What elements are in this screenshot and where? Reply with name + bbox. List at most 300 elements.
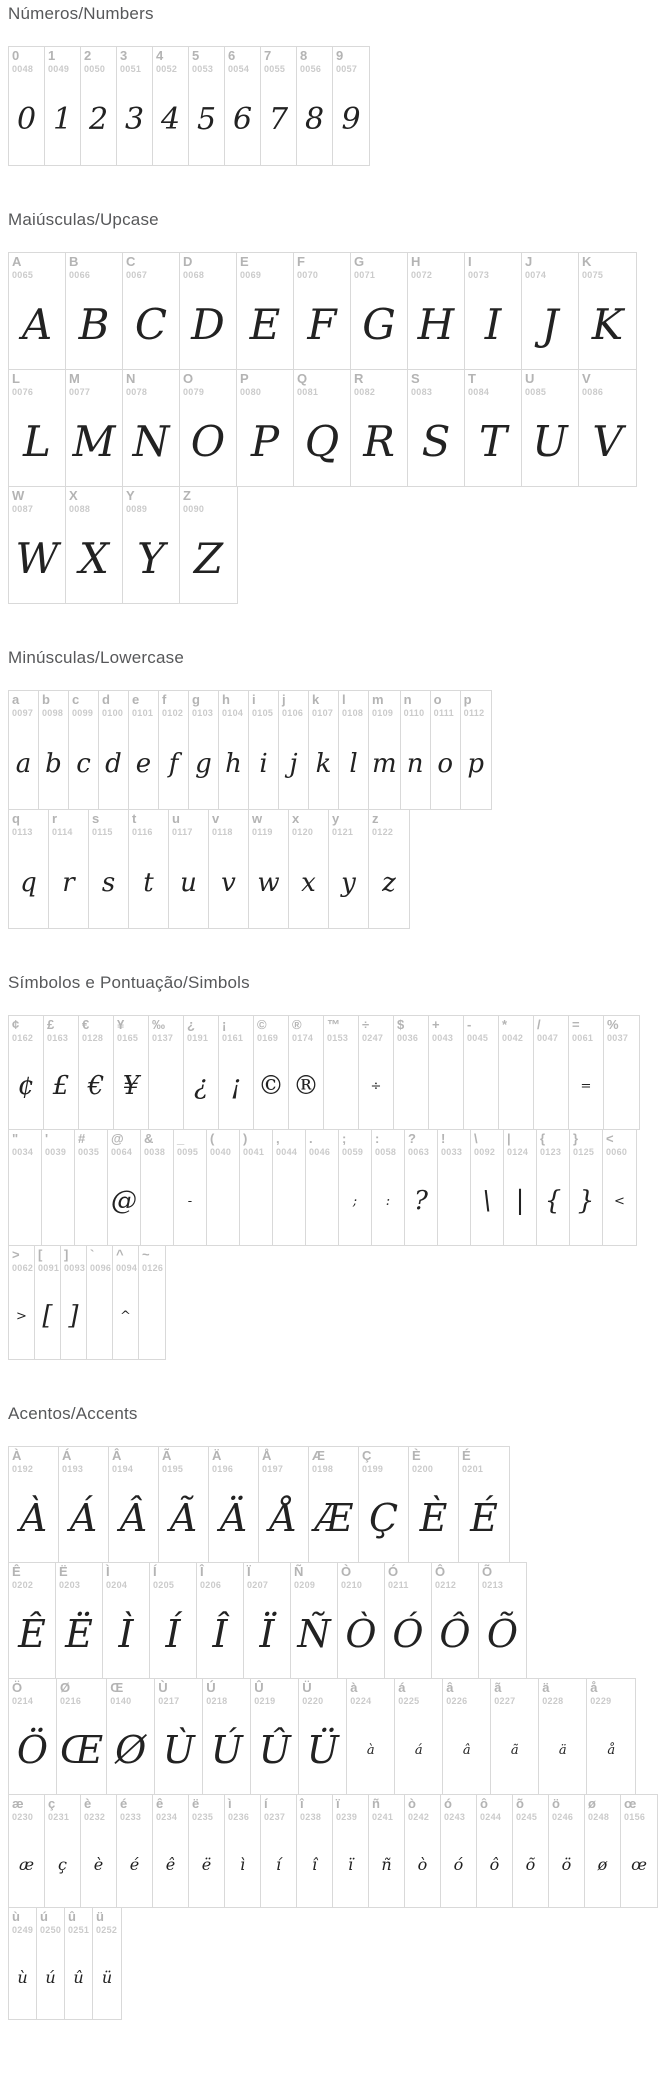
cell-header — [587, 1679, 635, 1706]
cell-character-label: 6 — [228, 48, 236, 63]
cell-character-label: è — [84, 1796, 92, 1811]
glyph-cell — [459, 1447, 509, 1562]
glyph-cell — [279, 691, 309, 809]
cell-unicode-code: 0242 — [408, 1811, 430, 1822]
cell-unicode-code: 0196 — [212, 1463, 234, 1474]
cell-character-label: W — [12, 488, 25, 503]
cell-unicode-code: 0191 — [187, 1032, 209, 1043]
cell-unicode-code: 0251 — [68, 1924, 90, 1935]
cell-character-label: â — [446, 1680, 454, 1695]
cell-header — [279, 691, 308, 718]
glyph-preview: s — [101, 867, 116, 898]
charmap-row — [8, 1446, 510, 1563]
cell-character-label: Ø — [60, 1680, 71, 1695]
glyph-preview: 5 — [196, 102, 217, 138]
glyph-cell — [537, 1130, 570, 1245]
glyph-cell — [45, 1795, 81, 1907]
section-rows — [8, 1015, 653, 1360]
cell-header — [441, 1795, 476, 1822]
glyph-preview: ¥ — [122, 1071, 140, 1102]
cell-character-label: ) — [243, 1131, 248, 1146]
glyph-cell — [9, 1246, 35, 1359]
cell-character-label: = — [572, 1017, 580, 1032]
cell-character-label: # — [78, 1131, 86, 1146]
glyph-cell — [338, 1563, 385, 1678]
cell-header — [491, 1679, 538, 1706]
cell-header — [59, 1447, 108, 1474]
glyph-preview: q — [20, 867, 37, 898]
cell-unicode-code: 0123 — [540, 1146, 562, 1157]
glyph-cell — [87, 1246, 113, 1359]
glyph-preview: ÷ — [370, 1078, 382, 1094]
cell-header — [9, 810, 48, 837]
glyph-preview: P — [250, 417, 280, 467]
cell-character-label: ( — [210, 1131, 215, 1146]
glyph-cell — [405, 1130, 438, 1245]
cell-header — [225, 47, 260, 74]
cell-header — [108, 1130, 140, 1157]
cell-character-label: r — [52, 811, 58, 826]
glyph-preview: @ — [111, 1186, 137, 1217]
cell-unicode-code: 0082 — [354, 386, 376, 397]
cell-character-label: j — [282, 692, 286, 707]
glyph-preview: G — [362, 300, 396, 350]
cell-unicode-code: 0083 — [411, 386, 433, 397]
cell-unicode-code: 0162 — [12, 1032, 34, 1043]
cell-unicode-code: 0174 — [292, 1032, 314, 1043]
glyph-cell — [123, 487, 180, 603]
cell-header — [189, 1795, 224, 1822]
glyph-preview: X — [79, 534, 109, 584]
glyph-cell — [297, 1795, 333, 1907]
glyph-preview: Ó — [392, 1612, 424, 1657]
cell-character-label: P — [240, 371, 249, 386]
glyph-cell — [261, 47, 297, 165]
glyph-cell — [369, 691, 401, 809]
cell-character-label: Ê — [12, 1564, 21, 1579]
cell-character-label: € — [82, 1017, 90, 1032]
glyph-cell — [251, 1679, 299, 1794]
glyph-preview: z — [382, 867, 396, 898]
cell-unicode-code: 0214 — [12, 1695, 34, 1706]
glyph-preview — [429, 1043, 463, 1129]
glyph-cell — [587, 1679, 635, 1794]
glyph-preview: Ë — [65, 1612, 93, 1657]
cell-unicode-code: 0099 — [72, 707, 94, 718]
cell-character-label: > — [12, 1247, 20, 1262]
glyph-cell — [141, 1130, 174, 1245]
glyph-preview: E — [249, 300, 281, 350]
cell-unicode-code: 0049 — [48, 63, 70, 74]
cell-unicode-code: 0165 — [117, 1032, 139, 1043]
glyph-preview: e — [135, 748, 152, 779]
cell-unicode-code: 0053 — [192, 63, 214, 74]
cell-header — [549, 1795, 584, 1822]
cell-header — [45, 1795, 80, 1822]
cell-header — [155, 1679, 202, 1706]
section-title-numbers: Números/Numbers — [8, 4, 154, 23]
glyph-preview: È — [419, 1496, 448, 1541]
glyph-preview: > — [16, 1308, 27, 1324]
cell-header — [197, 1563, 243, 1590]
cell-character-label: Î — [200, 1564, 204, 1579]
cell-character-label: ÷ — [362, 1017, 370, 1032]
glyph-cell — [9, 1795, 45, 1907]
cell-header — [395, 1679, 442, 1706]
cell-unicode-code: 0225 — [398, 1695, 420, 1706]
glyph-preview: u — [180, 867, 197, 898]
glyph-preview: w — [257, 867, 280, 898]
glyph-preview: y — [341, 867, 356, 898]
cell-header — [39, 691, 68, 718]
cell-character-label: O — [183, 371, 194, 386]
section-title-symbols: Símbolos e Pontuação/Simbols — [8, 973, 250, 992]
cell-header — [237, 253, 293, 280]
glyph-cell — [197, 1563, 244, 1678]
cell-header — [9, 1016, 43, 1043]
glyph-preview: © — [258, 1071, 284, 1102]
cell-header — [113, 1246, 138, 1273]
glyph-cell — [109, 1447, 159, 1562]
cell-unicode-code: 0068 — [183, 269, 205, 280]
cell-character-label: û — [68, 1909, 76, 1924]
glyph-cell — [225, 47, 261, 165]
cell-character-label: < — [606, 1131, 614, 1146]
glyph-preview: â — [462, 1742, 471, 1758]
glyph-preview: Á — [69, 1496, 98, 1541]
glyph-preview — [306, 1157, 338, 1245]
glyph-cell — [359, 1447, 409, 1562]
cell-character-label: d — [102, 692, 110, 707]
cell-unicode-code: 0233 — [120, 1811, 142, 1822]
cell-unicode-code: 0050 — [84, 63, 106, 74]
cell-unicode-code: 0234 — [156, 1811, 178, 1822]
charmap-row — [8, 1907, 122, 2020]
cell-character-label: [ — [38, 1247, 43, 1262]
glyph-cell — [66, 487, 123, 603]
cell-unicode-code: 0121 — [332, 826, 354, 837]
cell-unicode-code: 0199 — [362, 1463, 384, 1474]
cell-unicode-code: 0163 — [47, 1032, 69, 1043]
glyph-cell — [504, 1130, 537, 1245]
glyph-preview: x — [301, 867, 316, 898]
cell-unicode-code: 0247 — [362, 1032, 384, 1043]
cell-unicode-code: 0212 — [435, 1579, 457, 1590]
cell-character-label: I — [468, 254, 472, 269]
cell-unicode-code: 0104 — [222, 707, 244, 718]
cell-character-label: ¿ — [187, 1017, 195, 1032]
glyph-cell — [129, 810, 169, 928]
glyph-preview: i — [259, 748, 268, 779]
cell-unicode-code: 0237 — [264, 1811, 286, 1822]
cell-character-label: / — [537, 1017, 541, 1032]
cell-character-label: R — [354, 371, 364, 386]
cell-unicode-code: 0085 — [525, 386, 547, 397]
glyph-cell — [9, 1563, 56, 1678]
glyph-preview — [240, 1157, 272, 1245]
cell-character-label: _ — [177, 1131, 185, 1146]
glyph-preview: r — [62, 867, 75, 898]
glyph-cell — [261, 1795, 297, 1907]
glyph-preview: Ï — [259, 1612, 275, 1657]
cell-unicode-code: 0073 — [468, 269, 490, 280]
cell-header — [45, 47, 80, 74]
cell-character-label: z — [372, 811, 379, 826]
glyph-preview — [75, 1157, 107, 1245]
cell-unicode-code: 0239 — [336, 1811, 358, 1822]
glyph-cell — [56, 1563, 103, 1678]
glyph-cell — [464, 1016, 499, 1129]
cell-character-label: Ì — [106, 1564, 110, 1579]
cell-header — [149, 1016, 183, 1043]
cell-unicode-code: 0246 — [552, 1811, 574, 1822]
glyph-preview: L — [23, 417, 51, 467]
cell-character-label: : — [375, 1131, 380, 1146]
cell-header — [153, 47, 188, 74]
cell-character-label: ô — [480, 1796, 488, 1811]
cell-header — [465, 253, 521, 280]
cell-header — [44, 1016, 78, 1043]
glyph-cell — [385, 1563, 432, 1678]
glyph-preview: à — [366, 1742, 375, 1758]
glyph-cell — [219, 1016, 254, 1129]
cell-header — [369, 691, 400, 718]
cell-header — [66, 253, 122, 280]
glyph-preview: 3 — [124, 102, 145, 138]
cell-character-label: L — [12, 371, 20, 386]
cell-unicode-code: 0048 — [12, 63, 34, 74]
cell-unicode-code: 0033 — [441, 1146, 463, 1157]
cell-header — [9, 1679, 56, 1706]
cell-character-label: a — [12, 692, 20, 707]
cell-header — [465, 370, 521, 397]
cell-unicode-code: 0040 — [210, 1146, 232, 1157]
glyph-preview: A — [21, 300, 53, 350]
glyph-cell — [309, 691, 339, 809]
cell-unicode-code: 0108 — [342, 707, 364, 718]
glyph-cell — [604, 1016, 639, 1129]
glyph-preview: j — [289, 748, 298, 779]
cell-unicode-code: 0106 — [282, 707, 304, 718]
cell-character-label: î — [300, 1796, 304, 1811]
cell-header — [184, 1016, 218, 1043]
cell-character-label: ú — [40, 1909, 48, 1924]
cell-unicode-code: 0218 — [206, 1695, 228, 1706]
glyph-cell — [347, 1679, 395, 1794]
cell-character-label: é — [120, 1796, 128, 1811]
glyph-preview: ç — [58, 1855, 67, 1875]
cell-header — [69, 691, 98, 718]
cell-character-label: x — [292, 811, 300, 826]
glyph-cell — [103, 1563, 150, 1678]
cell-character-label: B — [69, 254, 79, 269]
glyph-cell — [219, 691, 249, 809]
cell-unicode-code: 0039 — [45, 1146, 67, 1157]
cell-character-label: c — [72, 692, 80, 707]
glyph-preview: Â — [119, 1496, 148, 1541]
glyph-preview: ® — [293, 1071, 319, 1102]
cell-character-label: £ — [47, 1017, 55, 1032]
glyph-preview: 9 — [341, 102, 361, 138]
cell-header — [61, 1246, 86, 1273]
cell-character-label: ] — [64, 1247, 69, 1262]
glyph-preview: J — [541, 300, 559, 350]
glyph-cell — [9, 1016, 44, 1129]
cell-unicode-code: 0220 — [302, 1695, 324, 1706]
cell-character-label: 0 — [12, 48, 20, 63]
glyph-preview: Ä — [219, 1496, 248, 1541]
cell-header — [37, 1908, 64, 1935]
cell-unicode-code: 0249 — [12, 1924, 34, 1935]
cell-unicode-code: 0244 — [480, 1811, 502, 1822]
cell-character-label: | — [507, 1131, 511, 1146]
glyph-preview: Z — [193, 534, 224, 584]
cell-header — [219, 1016, 253, 1043]
cell-unicode-code: 0230 — [12, 1811, 34, 1822]
glyph-preview: = — [580, 1078, 592, 1094]
cell-unicode-code: 0195 — [162, 1463, 184, 1474]
cell-header — [261, 1795, 296, 1822]
glyph-cell — [405, 1795, 441, 1907]
glyph-preview: O — [190, 417, 226, 467]
cell-header — [461, 691, 491, 718]
glyph-cell — [9, 47, 45, 165]
cell-unicode-code: 0119 — [252, 826, 273, 837]
cell-header — [180, 370, 236, 397]
glyph-preview — [534, 1043, 568, 1129]
cell-header — [150, 1563, 196, 1590]
glyph-cell — [408, 253, 465, 369]
cell-character-label: 3 — [120, 48, 128, 63]
charmap-row — [8, 1794, 658, 1908]
cell-header — [203, 1679, 250, 1706]
glyph-cell — [123, 370, 180, 486]
glyph-cell — [37, 1908, 65, 2019]
cell-header — [306, 1130, 338, 1157]
glyph-preview — [9, 1157, 41, 1245]
cell-header — [153, 1795, 188, 1822]
cell-unicode-code: 0071 — [354, 269, 376, 280]
glyph-preview: ö — [561, 1855, 572, 1875]
cell-unicode-code: 0201 — [462, 1463, 484, 1474]
cell-header — [9, 1908, 36, 1935]
glyph-preview: Ü — [306, 1728, 339, 1773]
cell-character-label: ó — [444, 1796, 452, 1811]
cell-header — [621, 1795, 657, 1822]
cell-character-label: ® — [292, 1017, 302, 1032]
glyph-preview: T — [478, 417, 507, 467]
glyph-preview: À — [19, 1496, 48, 1541]
cell-header — [123, 253, 179, 280]
glyph-cell — [75, 1130, 108, 1245]
cell-character-label: ü — [96, 1909, 104, 1924]
cell-unicode-code: 0081 — [297, 386, 319, 397]
cell-header — [139, 1246, 165, 1273]
glyph-cell — [189, 691, 219, 809]
cell-character-label: C — [126, 254, 136, 269]
glyph-cell — [9, 1130, 42, 1245]
glyph-preview — [273, 1157, 305, 1245]
charmap-row — [8, 486, 238, 604]
section-rows — [8, 252, 653, 604]
cell-unicode-code: 0232 — [84, 1811, 106, 1822]
cell-unicode-code: 0245 — [516, 1811, 538, 1822]
cell-header — [240, 1130, 272, 1157]
glyph-preview — [139, 1273, 165, 1359]
glyph-preview: ï — [347, 1855, 354, 1875]
glyph-cell — [273, 1130, 306, 1245]
glyph-preview: H — [417, 300, 455, 350]
cell-character-label: ™ — [327, 1017, 340, 1032]
glyph-preview: W — [15, 534, 59, 584]
cell-character-label: œ — [624, 1796, 637, 1811]
cell-header — [604, 1016, 639, 1043]
cell-character-label: Á — [62, 1448, 72, 1463]
cell-header — [9, 691, 38, 718]
cell-unicode-code: 0064 — [111, 1146, 133, 1157]
charmap-row — [8, 252, 637, 370]
cell-character-label: ^ — [116, 1247, 124, 1262]
section-numbers — [8, 4, 653, 166]
cell-character-label: q — [12, 811, 20, 826]
cell-header — [289, 1016, 323, 1043]
glyph-cell — [169, 810, 209, 928]
cell-unicode-code: 0045 — [467, 1032, 489, 1043]
section-title-accents: Acentos/Accents — [8, 1404, 138, 1423]
glyph-cell — [249, 810, 289, 928]
cell-character-label: ë — [192, 1796, 200, 1811]
cell-unicode-code: 0041 — [243, 1146, 265, 1157]
cell-character-label: ç — [48, 1796, 56, 1811]
glyph-cell — [113, 1246, 139, 1359]
cell-header — [289, 810, 328, 837]
cell-character-label: X — [69, 488, 78, 503]
glyph-cell — [153, 1795, 189, 1907]
cell-unicode-code: 0125 — [573, 1146, 595, 1157]
glyph-preview: N — [132, 417, 170, 467]
cell-character-label: m — [372, 692, 384, 707]
cell-unicode-code: 0043 — [432, 1032, 454, 1043]
section-accents — [8, 1404, 653, 2020]
glyph-preview: á — [414, 1742, 423, 1758]
section-rows — [8, 1446, 653, 2020]
cell-unicode-code: 0105 — [252, 707, 274, 718]
glyph-preview: Q — [304, 417, 340, 467]
glyph-cell — [294, 253, 351, 369]
cell-unicode-code: 0069 — [240, 269, 262, 280]
glyph-preview: F — [307, 300, 337, 350]
cell-header — [438, 1130, 470, 1157]
glyph-preview: f — [168, 748, 179, 779]
glyph-preview: 4 — [160, 102, 181, 138]
cell-character-label: . — [309, 1131, 313, 1146]
cell-unicode-code: 0103 — [192, 707, 214, 718]
cell-character-label: Q — [297, 371, 308, 386]
cell-header — [408, 253, 464, 280]
cell-header — [499, 1016, 533, 1043]
cell-unicode-code: 0060 — [606, 1146, 628, 1157]
glyph-cell — [585, 1795, 621, 1907]
charmap-row — [8, 1245, 166, 1360]
cell-character-label: * — [502, 1017, 508, 1032]
cell-unicode-code: 0058 — [375, 1146, 397, 1157]
glyph-cell — [441, 1795, 477, 1907]
cell-header — [429, 1016, 463, 1043]
cell-header — [570, 1130, 602, 1157]
cell-header — [65, 1908, 92, 1935]
cell-unicode-code: 0089 — [126, 503, 148, 514]
cell-unicode-code: 0204 — [106, 1579, 128, 1590]
